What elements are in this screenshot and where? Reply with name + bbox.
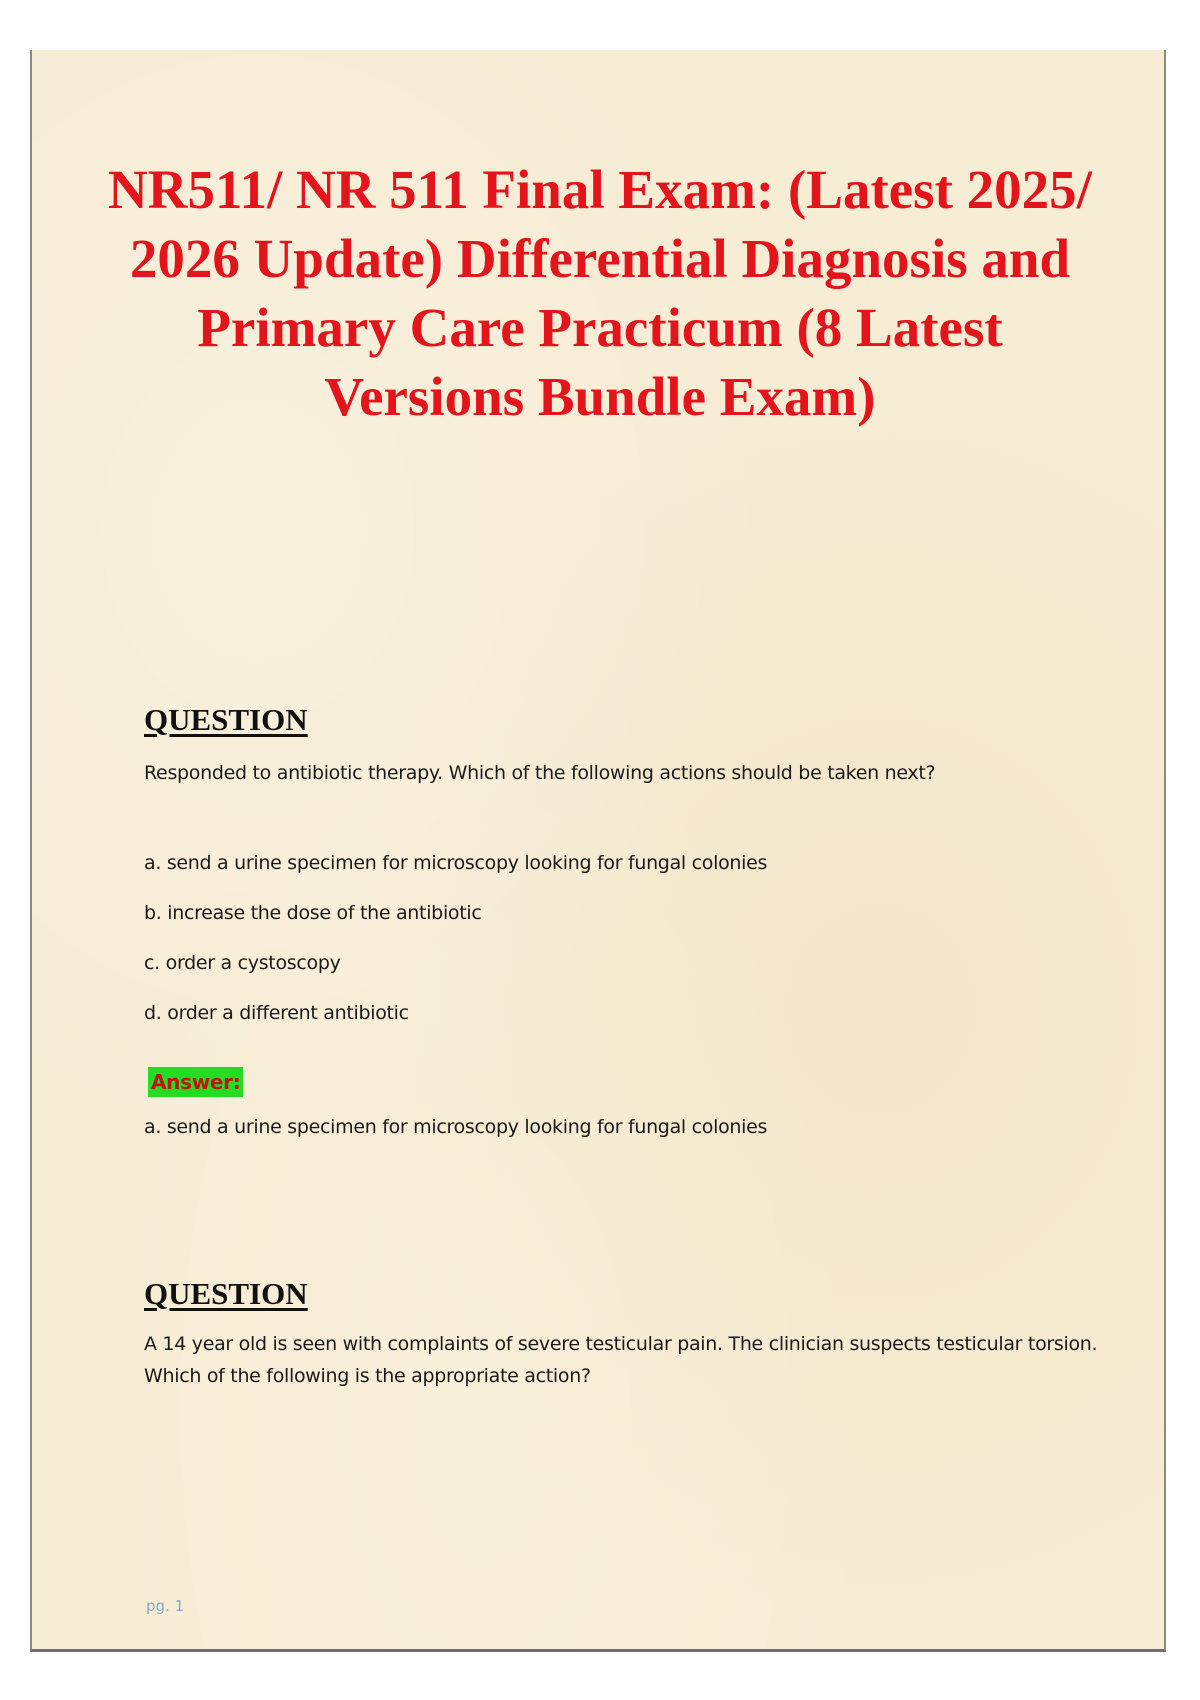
document-page [30, 50, 1166, 1652]
question-block-1 [144, 700, 1104, 1139]
page-number: pg. 1 [146, 1597, 185, 1615]
question-block-2 [144, 1274, 1104, 1392]
option-c: c. order a cystoscopy [144, 952, 341, 974]
question-heading: QUESTION [144, 702, 308, 737]
document-title: NR511/ NR 511 Final Exam: (Latest 2025/ 2026 Update) Differential Diagnosis and Primary Care Practicum (8 Latest Versions Bundle Exam) [108, 159, 1092, 427]
answer-options [144, 851, 1104, 1025]
question-text: A 14 year old is seen with complaints of severe testicular pain. The clinician suspects testicular torsion. Which of the following is the appropriate action? [144, 1333, 1098, 1387]
option-d: d. order a different antibiotic [144, 1002, 409, 1024]
question-heading: QUESTION [144, 1276, 308, 1311]
option-a: a. send a urine specimen for microscopy looking for fungal colonies [144, 852, 768, 874]
option-b: b. increase the dose of the antibiotic [144, 902, 482, 924]
question-text: Responded to antibiotic therapy. Which of the following actions should be taken next? [144, 762, 936, 784]
answer-label: Answer: [148, 1067, 243, 1097]
answer-text: a. send a urine specimen for microscopy looking for fungal colonies [144, 1116, 768, 1138]
